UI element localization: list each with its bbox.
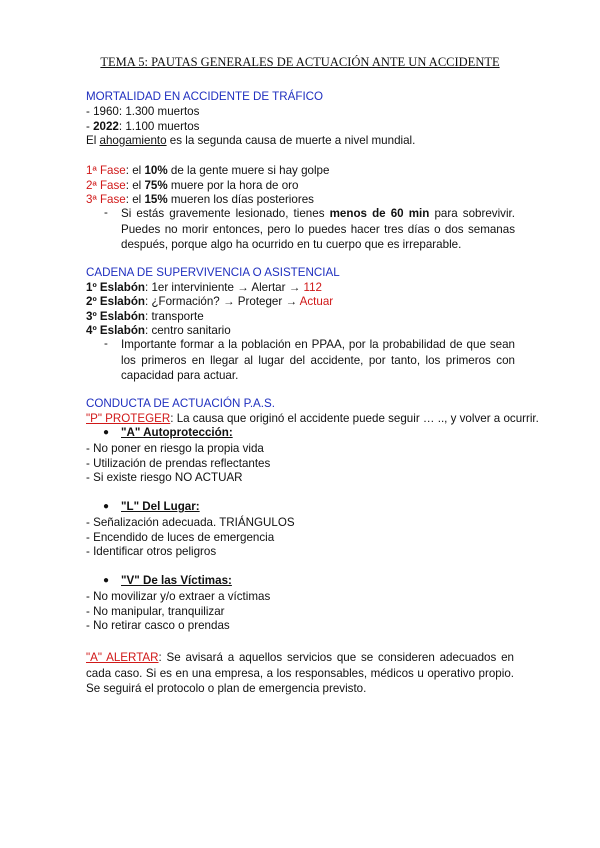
section-heading-pas: CONDUCTA DE ACTUACIÓN P.A.S. — [86, 397, 275, 410]
fase-note-text: Si estás gravemente lesionado, tienes menos de 60 min para sobrevivir. Puedes no morir entonces, pero lo puedes hacer tres días o dos semanas después, porque algo ha ocurrido en tu cuerpo que es irreparable. — [121, 207, 515, 251]
mortalidad-line-1960: - 1960: 1.300 muertos — [86, 105, 200, 118]
fase-line-2: 2ª Fase: el 75% muere por la hora de oro — [86, 179, 299, 192]
autoproteccion-item-3: - Si existe riesgo NO ACTUAR — [86, 471, 243, 484]
fase-line-1: 1ª Fase: el 10% de la gente muere si hay golpe — [86, 164, 330, 177]
bullet-icon: ● — [103, 427, 110, 438]
lugar-item-2: - Encendido de luces de emergencia — [86, 531, 275, 544]
page-title: TEMA 5: PAUTAS GENERALES DE ACTUACIÓN ANTE UN ACCIDENTE — [100, 55, 500, 69]
section-heading-mortalidad: MORTALIDAD EN ACCIDENTE DE TRÁFICO — [86, 90, 324, 103]
lugar-item-1: - Señalización adecuada. TRIÁNGULOS — [86, 516, 295, 529]
eslabon-line-4: 4º Eslabón: centro sanitario — [86, 324, 231, 337]
proteger-line: "P" PROTEGER: La causa que originó el accidente puede seguir … .., y volver a ocurrir. — [86, 412, 539, 425]
victimas-heading: "V" De las Víctimas: — [121, 574, 232, 587]
eslabon-line-3: 3º Eslabón: transporte — [86, 310, 204, 323]
lugar-heading: "L" Del Lugar: — [121, 500, 200, 513]
victimas-item-3: - No retirar casco o prendas — [86, 619, 230, 632]
cadena-note-dash: - — [104, 337, 108, 350]
autoproteccion-heading: "A" Autoprotección: — [121, 426, 233, 439]
bullet-icon: ● — [103, 501, 110, 512]
lugar-item-3: - Identificar otros peligros — [86, 545, 217, 558]
fase-line-3: 3ª Fase: el 15% mueren los días posteriores — [86, 193, 314, 206]
eslabon-line-1: 1º Eslabón: 1er interviniente → Alertar → 112 — [86, 281, 322, 294]
mortalidad-line-ahogamiento: El ahogamiento es la segunda causa de muerte a nivel mundial. — [86, 134, 416, 147]
fase-note-dash: - — [104, 206, 108, 219]
section-heading-cadena: CADENA DE SUPERVIVENCIA O ASISTENCIAL — [86, 266, 340, 279]
victimas-item-2: - No manipular, tranquilizar — [86, 605, 225, 618]
victimas-item-1: - No movilizar y/o extraer a víctimas — [86, 590, 271, 603]
alertar-paragraph: "A" ALERTAR: Se avisará a aquellos servicios que se consideren adecuados en cada caso. Si es en una empresa, a los responsables, médicos u operativo propio. Se seguirá el protocolo o plan de emergencia previsto. — [86, 651, 514, 695]
autoproteccion-item-2: - Utilización de prendas reflectantes — [86, 457, 271, 470]
autoproteccion-item-1: - No poner en riesgo la propia vida — [86, 442, 264, 455]
eslabon-line-2: 2º Eslabón: ¿Formación? → Proteger → Actuar — [86, 295, 334, 308]
mortalidad-line-2022: - 2022: 1.100 muertos — [86, 120, 200, 133]
bullet-icon: ● — [103, 575, 110, 586]
cadena-note-text: Importante formar a la población en PPAA, por la probabilidad de que sean los primeros en llegar al lugar del accidente, por tanto, los primeros con capacidad para actuar. — [121, 338, 515, 382]
